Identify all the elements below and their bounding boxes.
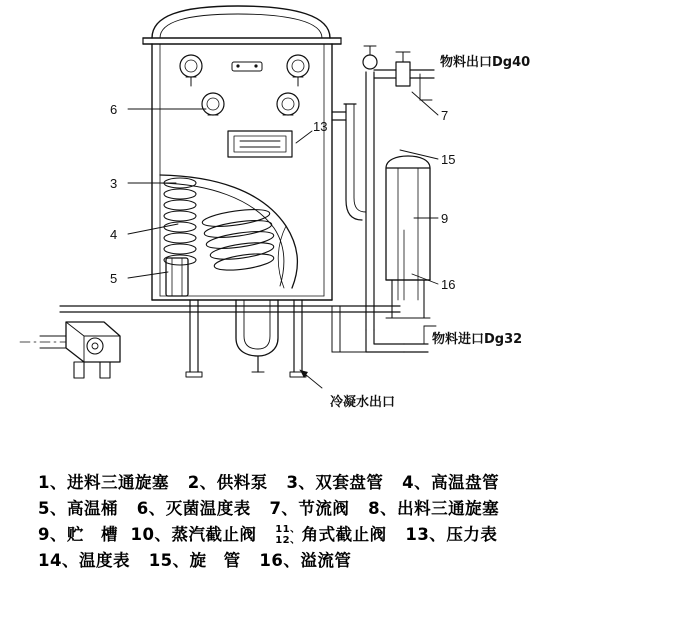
- callout-15: 15: [441, 152, 456, 167]
- legend-item-4-text: 高温盘管: [431, 473, 500, 492]
- legend-item-15-num: 15、: [148, 551, 190, 570]
- legend-item-9-text: 贮 槽: [66, 525, 118, 544]
- legend-item-8-num: 8、: [368, 499, 398, 518]
- legend-item-13-num: 13、: [405, 525, 447, 544]
- callout-4: 4: [110, 227, 118, 242]
- legend-item-8-text: 出料三通旋塞: [397, 499, 500, 518]
- legend-item-5-text: 高温桶: [66, 499, 118, 518]
- legend-line-4: [0, 548, 677, 574]
- callout-3: 3: [110, 176, 118, 191]
- legend-item-5-num: 5、: [38, 499, 67, 518]
- legend-item-7-text: 节流阀: [298, 499, 350, 518]
- annotation-material-inlet: 物料进口Dg32: [432, 332, 523, 347]
- legend-item-13-text: 压力表: [446, 525, 498, 544]
- legend-item-6-text: 灭菌温度表: [165, 499, 251, 518]
- legend-item-7-num: 7、: [269, 499, 299, 518]
- callout-16: 16: [441, 277, 456, 292]
- legend: [0, 470, 677, 618]
- callout-5: 5: [110, 271, 118, 286]
- legend-item-14-num: 14、: [38, 551, 79, 570]
- legend-item-6-num: 6、: [136, 499, 166, 518]
- legend-item-11-12-text: 角式截止阀: [301, 525, 387, 544]
- legend-item-16-num: 16、: [259, 551, 301, 570]
- legend-item-2-text: 供料泵: [216, 473, 268, 492]
- legend-item-11-num: 11、: [275, 523, 301, 535]
- legend-item-1-text: 进料三通旋塞: [66, 473, 169, 492]
- annotation-material-outlet: 物料出口Dg40: [440, 55, 531, 70]
- legend-item-3-text: 双套盘管: [315, 473, 384, 492]
- legend-item-10-text: 蒸汽截止阀: [171, 525, 257, 544]
- legend-item-3-num: 3、: [286, 473, 316, 492]
- legend-item-2-num: 2、: [187, 473, 217, 492]
- annotation-condensate-outlet: 冷凝水出口: [330, 395, 396, 410]
- callout-6: 6: [110, 102, 118, 117]
- legend-item-11-12-num: [275, 524, 300, 546]
- legend-line-2: [0, 496, 677, 522]
- callout-13: 13: [313, 119, 328, 134]
- legend-item-9-num: 9、: [38, 525, 67, 544]
- callout-9: 9: [441, 211, 449, 226]
- legend-item-15-text: 旋 管: [189, 551, 241, 570]
- legend-item-10-num: 10、: [130, 525, 172, 544]
- legend-item-14-text: 温度表: [78, 551, 130, 570]
- callout-7: 7: [441, 108, 449, 123]
- legend-item-1-num: 1、: [38, 473, 67, 492]
- legend-line-3: [0, 522, 677, 548]
- legend-item-4-num: 4、: [402, 473, 432, 492]
- legend-line-1: [0, 470, 677, 496]
- legend-item-16-text: 溢流管: [300, 551, 352, 570]
- legend-item-12-num: 12、: [275, 534, 301, 546]
